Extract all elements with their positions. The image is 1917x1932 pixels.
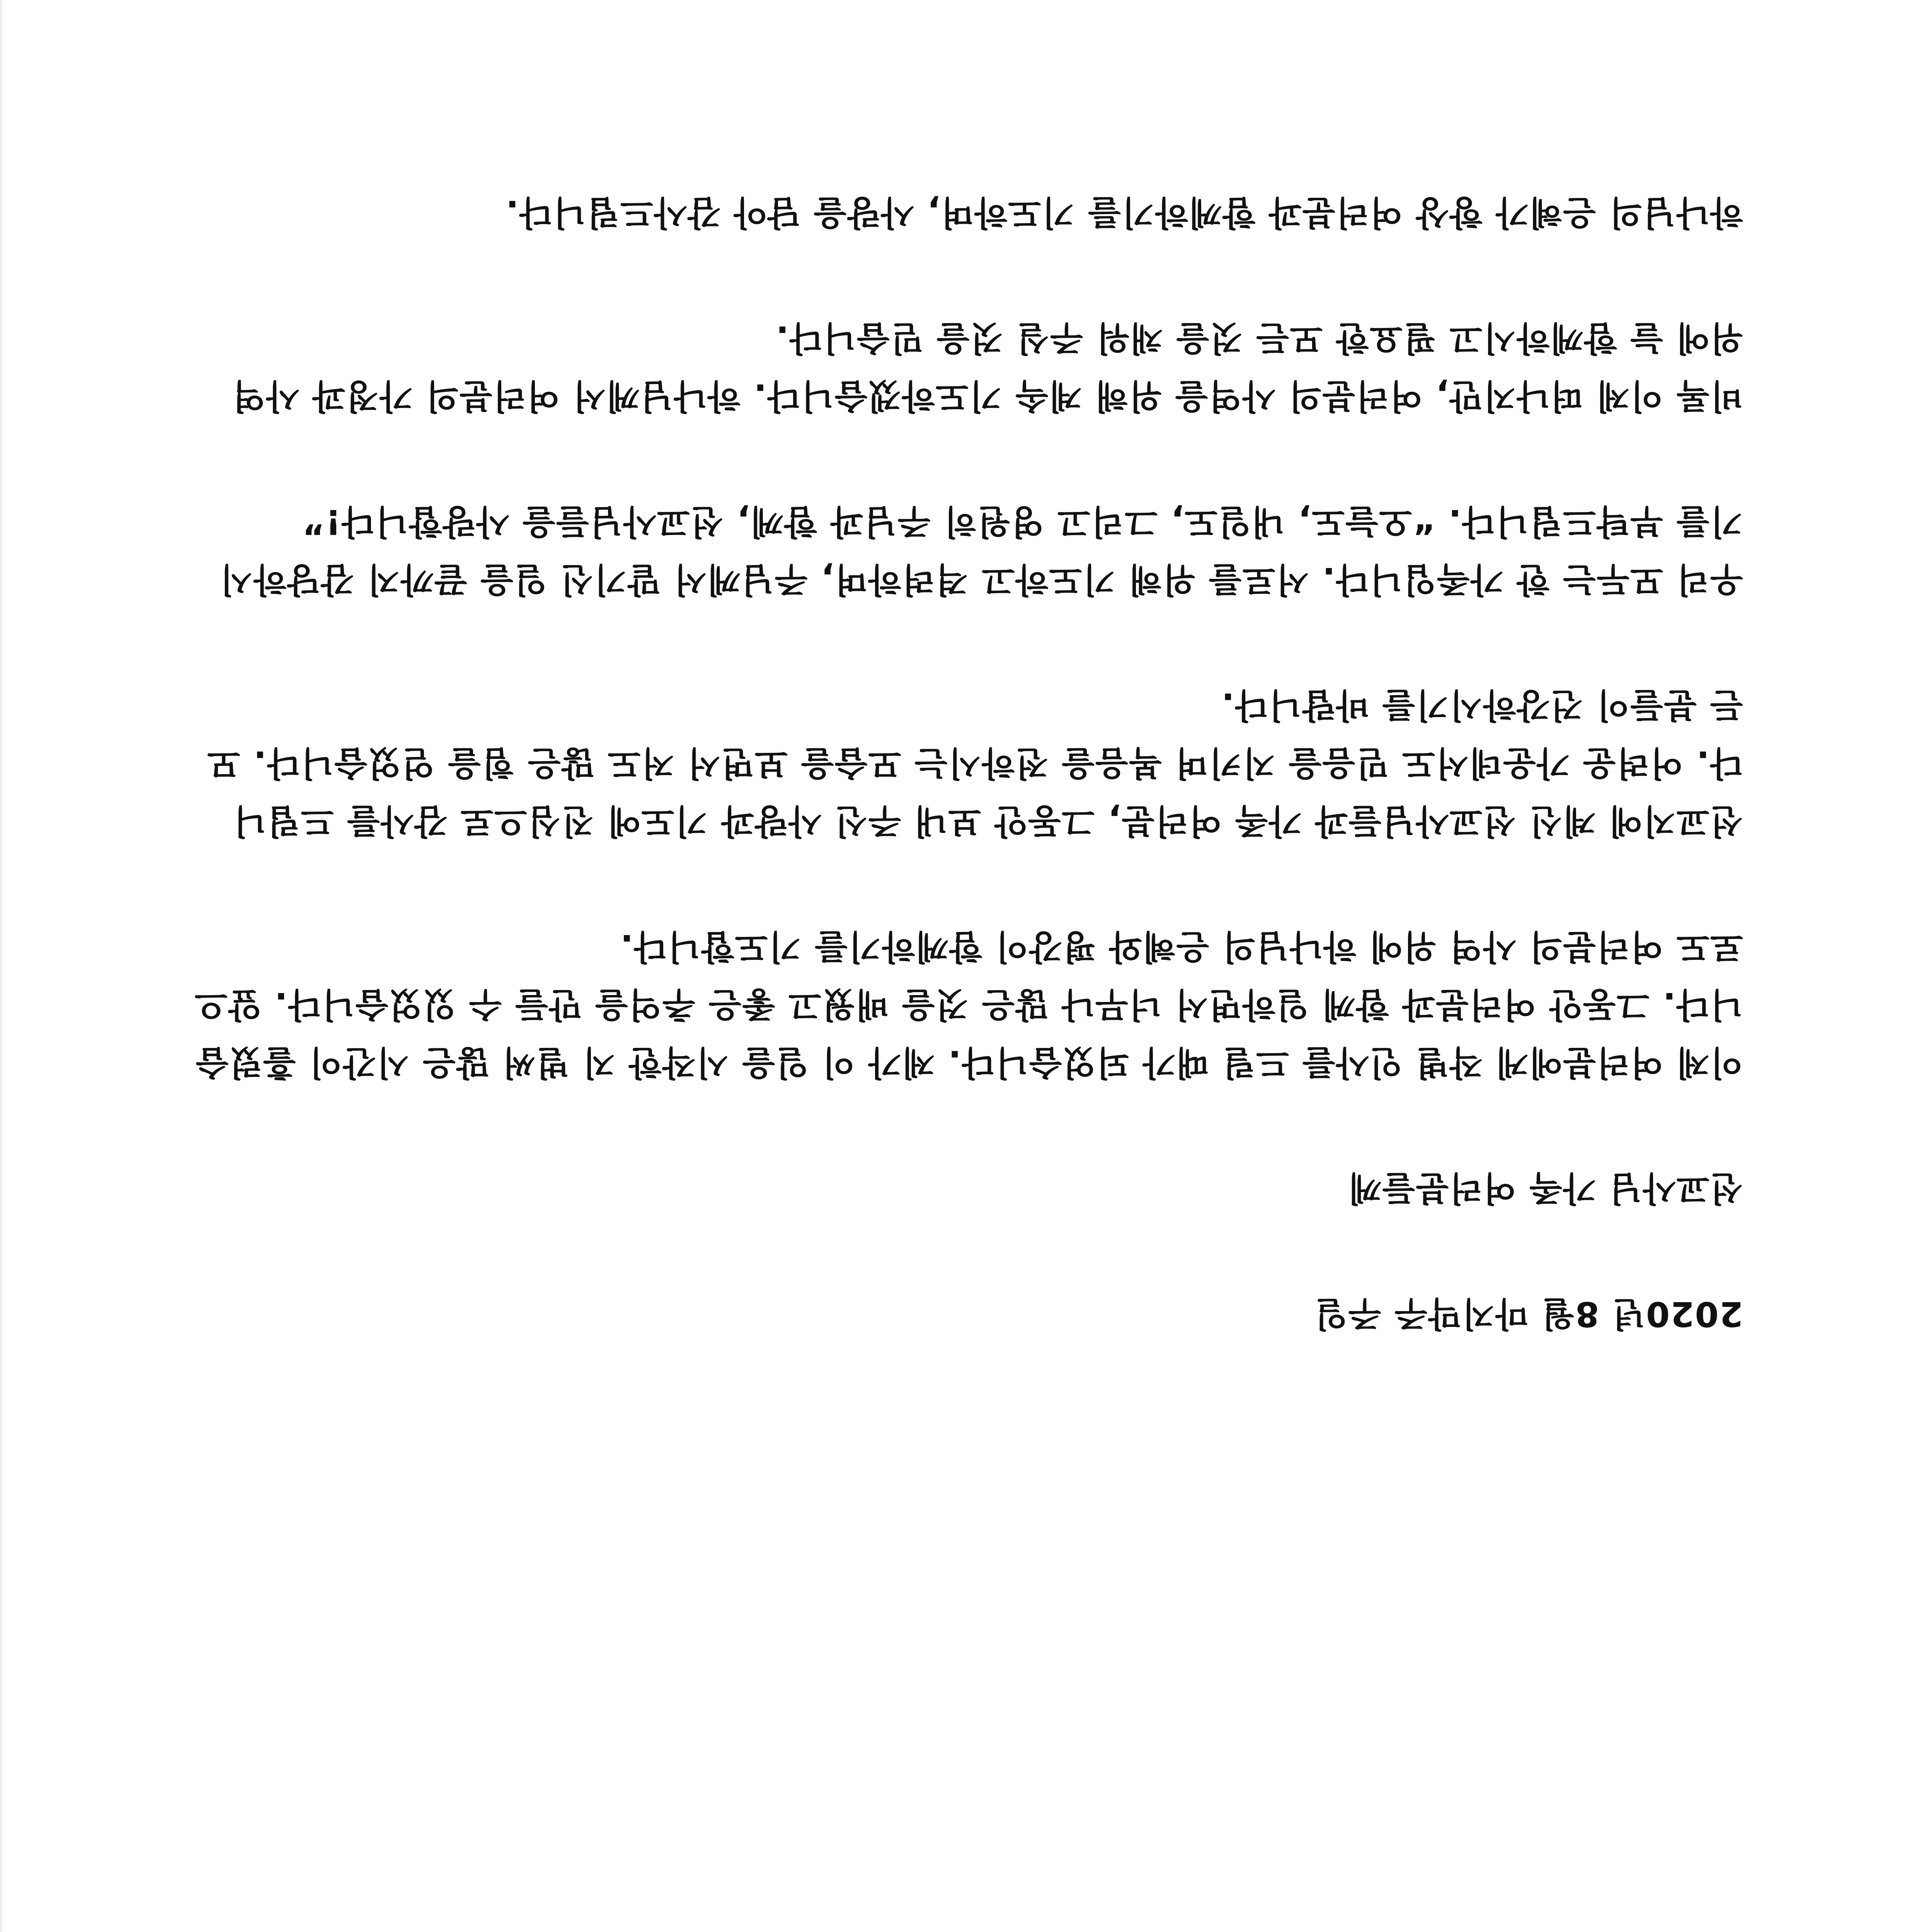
letter-body: [189, 116, 1743, 1343]
paragraph-4: 비록 이제 떠나지만, 여러분의 사역을 위해 계속 기도하겠습니다. 하나님께서 여러분의 가정과 사역 위에 늘 함께하시고 필요한 모든 것을 채워 주실 것을 믿습니다.: [232, 318, 1743, 416]
paragraph-3: 우리 모두는 한 가족입니다. 서로를 위해 기도하고 격려하며, 주님께서 맡기신 일을 끝까지 감당하시기를 부탁드립니다. “오늘도, 내일도, 그리고 영원히 주님과 함께, 선교사님들을 사랑합니다!”: [219, 502, 1743, 600]
date-line: 2020년 8월 마지막주 주일: [1314, 1294, 1743, 1334]
greeting: 선교사님 가족 여러분들께: [1348, 1168, 1743, 1208]
closing-line: 하나님의 은혜가 항상 여러분과 함께하기를 기도하며, 사랑을 담아 감사드립니다.: [505, 193, 1743, 233]
paragraph-1: 이제 여러분에게 작별 인사를 드릴 때가 되었습니다. 제가 이 일을 시작한 지 벌써 많은 시간이 흘렀습니다. 그동안 여러분과 함께 일하면서 너무나 많은 것을 배웠고 좋은 추억을 만들 수 있었습니다. 앞으로도 여러분의 사역 위에 하나님의 은혜와 평강이 함께하기를 기도합니다.: [194, 927, 1743, 1083]
paragraph-2: 선교지에 계신 선교사님들과 가족 여러분, 그동안 보내 주신 사랑과 기도에 진심으로 감사를 드립니다. 어려운 가운데서도 믿음을 지키며 복음을 전하시는 모습을 보면서 저도 많은 힘을 얻었습니다. 모든 분들이 건강하시기를 바랍니다.: [206, 685, 1743, 841]
